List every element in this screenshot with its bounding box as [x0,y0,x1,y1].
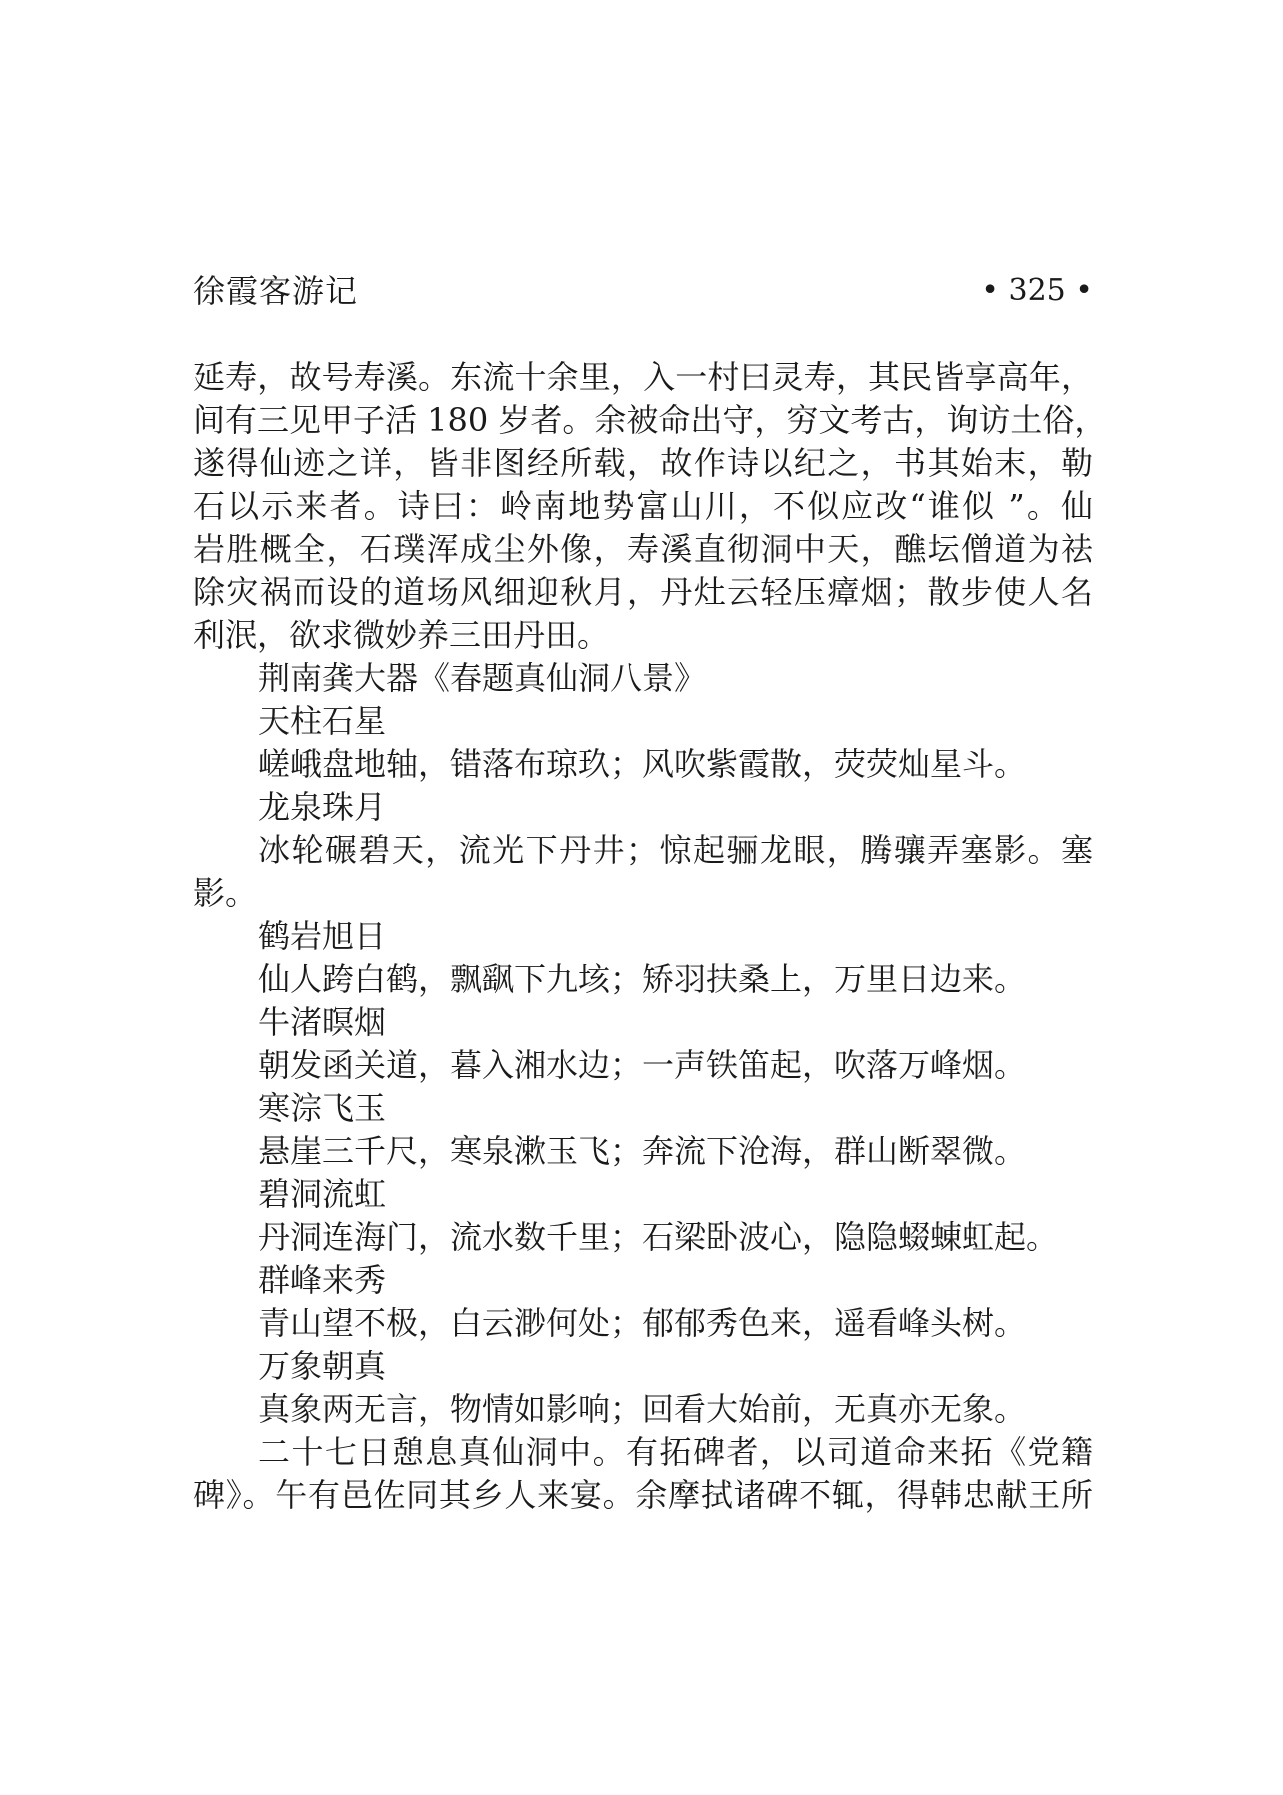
text-line: 龙泉珠月 [258,788,387,826]
page-number: • 325 • [981,273,1093,308]
text-line: 石以示来者。诗曰：岭南地势富山川，不似应改“谁似 ”。仙 [193,487,1093,525]
text-line: 嵯峨盘地轴，错落布琼玖；风吹紫霞散，荧荧灿星斗。 [258,745,1027,783]
text-line: 牛渚暝烟 [258,1003,387,1041]
text-line: 悬崖三千尺，寒泉漱玉飞；奔流下沧海，群山断翠微。 [258,1132,1027,1170]
page-header [193,268,1093,314]
text-line: 万象朝真 [258,1347,387,1385]
text-line: 寒淙飞玉 [258,1089,387,1127]
text-line: 间有三见甲子活 180 岁者。余被命出守，穷文考古，询访土俗， [193,401,1107,439]
text-line: 鹤岩旭日 [258,917,387,955]
text-line: 真象两无言，物情如影响；回看大始前，无真亦无象。 [258,1390,1027,1428]
text-line: 岩胜概全，石璞浑成尘外像，寿溪直彻洞中天，醮坛僧道为祛 [193,530,1093,568]
text-line: 青山望不极，白云渺何处；郁郁秀色来，遥看峰头树。 [258,1304,1027,1342]
text-line: 群峰来秀 [258,1261,387,1299]
text-line: 仙人跨白鹤，飘飖下九垓；矫羽扶桑上，万里日边来。 [258,960,1027,998]
text-line: 冰轮碾碧天，流光下丹井；惊起骊龙眼，腾骧弄塞影。塞 [258,831,1093,869]
text-line: 碑》。午有邑佐同其乡人来宴。余摩拭诸碑不辄，得韩忠献王所 [193,1476,1093,1514]
body-text [193,356,1107,1517]
text-line: 影。 [193,874,258,912]
text-line: 延寿，故号寿溪。东流十余里，入一村曰灵寿，其民皆享高年， [193,358,1093,396]
text-line: 二十七日憩息真仙洞中。有拓碑者，以司道命来拓《党籍 [258,1433,1093,1471]
text-line: 碧洞流虹 [258,1175,387,1213]
text-line: 丹洞连海门，流水数千里；石梁卧波心，隐隐蝃蝀虹起。 [258,1218,1059,1256]
text-line: 天柱石星 [258,702,387,740]
text-line: 朝发函关道，暮入湘水边；一声铁笛起，吹落万峰烟。 [258,1046,1027,1084]
text-line: 荆南龚大器《春题真仙洞八景》 [258,659,707,697]
text-line: 遂得仙迹之详，皆非图经所载，故作诗以纪之，书其始末，勒 [193,444,1093,482]
book-title: 徐霞客游记 [193,272,359,310]
text-line: 利泯，欲求微妙养三田丹田。 [193,616,610,654]
text-line: 除灾祸而设的道场风细迎秋月，丹灶云轻压瘴烟；散步使人名 [193,573,1093,611]
